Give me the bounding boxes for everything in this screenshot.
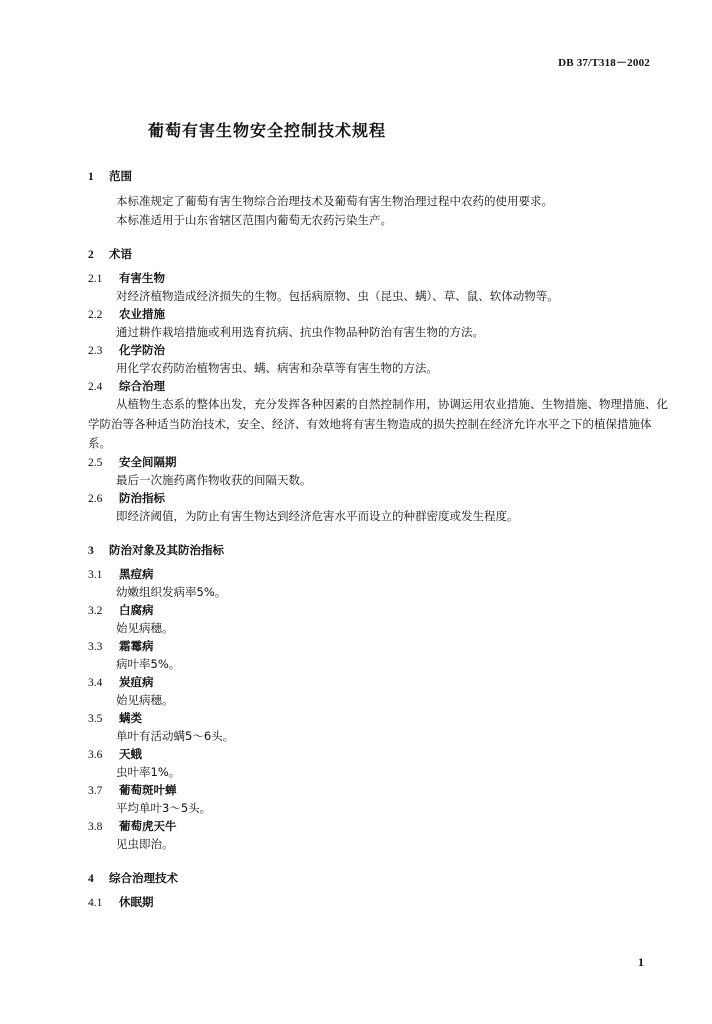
paragraph: 对经济植物造成经济损失的生物。包括病原物、虫（昆虫、螨）、草、鼠、软体动物等。 [116,289,559,303]
paragraph: 通过耕作栽培措施或利用选育抗病、抗虫作物品种防治有害生物的方法。 [116,325,484,339]
paragraph: 虫叶率1%。 [116,764,181,779]
section-heading-2 [88,246,668,262]
subsection-label: 休眠期 [119,894,154,909]
subsection-label: 综合治理 [119,379,165,393]
paragraph: 幼嫩组织发病率5%。 [116,584,227,599]
subsection-heading [88,602,668,619]
paragraph: 始见病穗。 [116,620,174,635]
subsection-label: 黑痘病 [119,566,154,581]
document-title: 葡萄有害生物安全控制技术规程 [148,121,387,140]
subsection-number: 2.2 [88,309,103,321]
subsection-number: 3.3 [88,640,103,653]
subsection-number: 3.1 [88,568,103,581]
subsection-number: 2.3 [88,345,103,357]
section-label: 术语 [109,247,132,261]
subsection-heading [88,894,668,911]
section-number: 2 [88,249,94,261]
section-heading-3 [88,542,668,558]
subsection-number: 3.6 [88,748,103,761]
paragraph: 单叶有活动螨5～6头。 [116,728,235,743]
subsection-number: 2.1 [88,273,103,285]
paragraph: 即经济阈值，为防止有害生物达到经济危害水平而设立的种群密度或发生程度。 [116,508,519,523]
subsection-label: 防治指标 [119,490,165,505]
subsection-label: 螨类 [119,710,142,725]
subsection-number: 2.5 [88,456,103,469]
paragraph: 本标准规定了葡萄有害生物综合治理技术及葡萄有害生物治理过程中农药的使用要求。 [116,194,553,208]
paragraph: 始见病穗。 [116,692,174,707]
paragraph: 平均单叶3～5头。 [116,800,212,815]
subsection-label: 有害生物 [119,271,165,285]
subsection-heading [88,342,668,359]
section-number: 3 [88,544,94,557]
subsection-label: 农业措施 [119,307,165,321]
subsection-number: 2.4 [88,381,103,393]
subsection-heading [88,378,668,395]
subsection-heading [88,306,668,323]
subsection-heading [88,674,668,691]
subsection-heading [88,638,668,655]
subsection-heading [88,270,668,287]
subsection-label: 葡萄斑叶蝉 [119,782,177,797]
subsection-number: 3.5 [88,712,103,725]
paragraph: 用化学农药防治植物害虫、螨、病害和杂草等有害生物的方法。 [116,361,438,375]
subsection-heading [88,710,668,727]
subsection-label: 化学防治 [119,343,165,357]
subsection-number: 2.6 [88,492,103,505]
section-heading-1 [88,168,668,184]
section-number: 1 [88,171,94,183]
section-label: 防治对象及其防治指标 [109,542,224,557]
section-label: 范围 [109,169,132,183]
subsection-label: 炭疽病 [119,674,154,689]
subsection-label: 霜霉病 [119,638,154,653]
standard-code: DB 37/T318－2002 [558,57,650,69]
subsection-heading [88,566,668,583]
subsection-number: 3.2 [88,604,103,617]
subsection-heading [88,746,668,763]
paragraph: 最后一次施药离作物收获的间隔天数。 [116,472,312,487]
subsection-heading [88,782,668,799]
subsection-heading [88,818,668,835]
section-label: 综合治理技术 [109,870,178,885]
subsection-label: 葡萄虎天牛 [119,818,177,833]
subsection-number: 3.4 [88,676,103,689]
page-number: 1 [638,955,644,969]
paragraph: 病叶率5%。 [116,656,181,671]
paragraph: 从植物生态系的整体出发，充分发挥各种因素的自然控制作用，协调运用农业措施、生物措施、物理措施、化学防治等各种适当防治技术，安全、经济、有效地将有害生物造成的损失控制在经济允许水平之下的植保措施体系。 [88,397,668,450]
subsection-label: 安全间隔期 [119,454,177,469]
subsection-heading [88,490,668,507]
document-body [88,160,668,911]
section-number: 4 [88,872,94,885]
subsection-number: 3.7 [88,784,103,797]
paragraph: 见虫即治。 [116,836,174,851]
subsection-label: 天蛾 [119,746,142,761]
subsection-number: 3.8 [88,820,103,833]
subsection-heading [88,454,668,471]
paragraph: 本标准适用于山东省辖区范围内葡萄无农药污染生产。 [116,213,392,227]
section-heading-4 [88,870,668,886]
subsection-label: 白腐病 [119,602,154,617]
subsection-number: 4.1 [88,896,103,909]
